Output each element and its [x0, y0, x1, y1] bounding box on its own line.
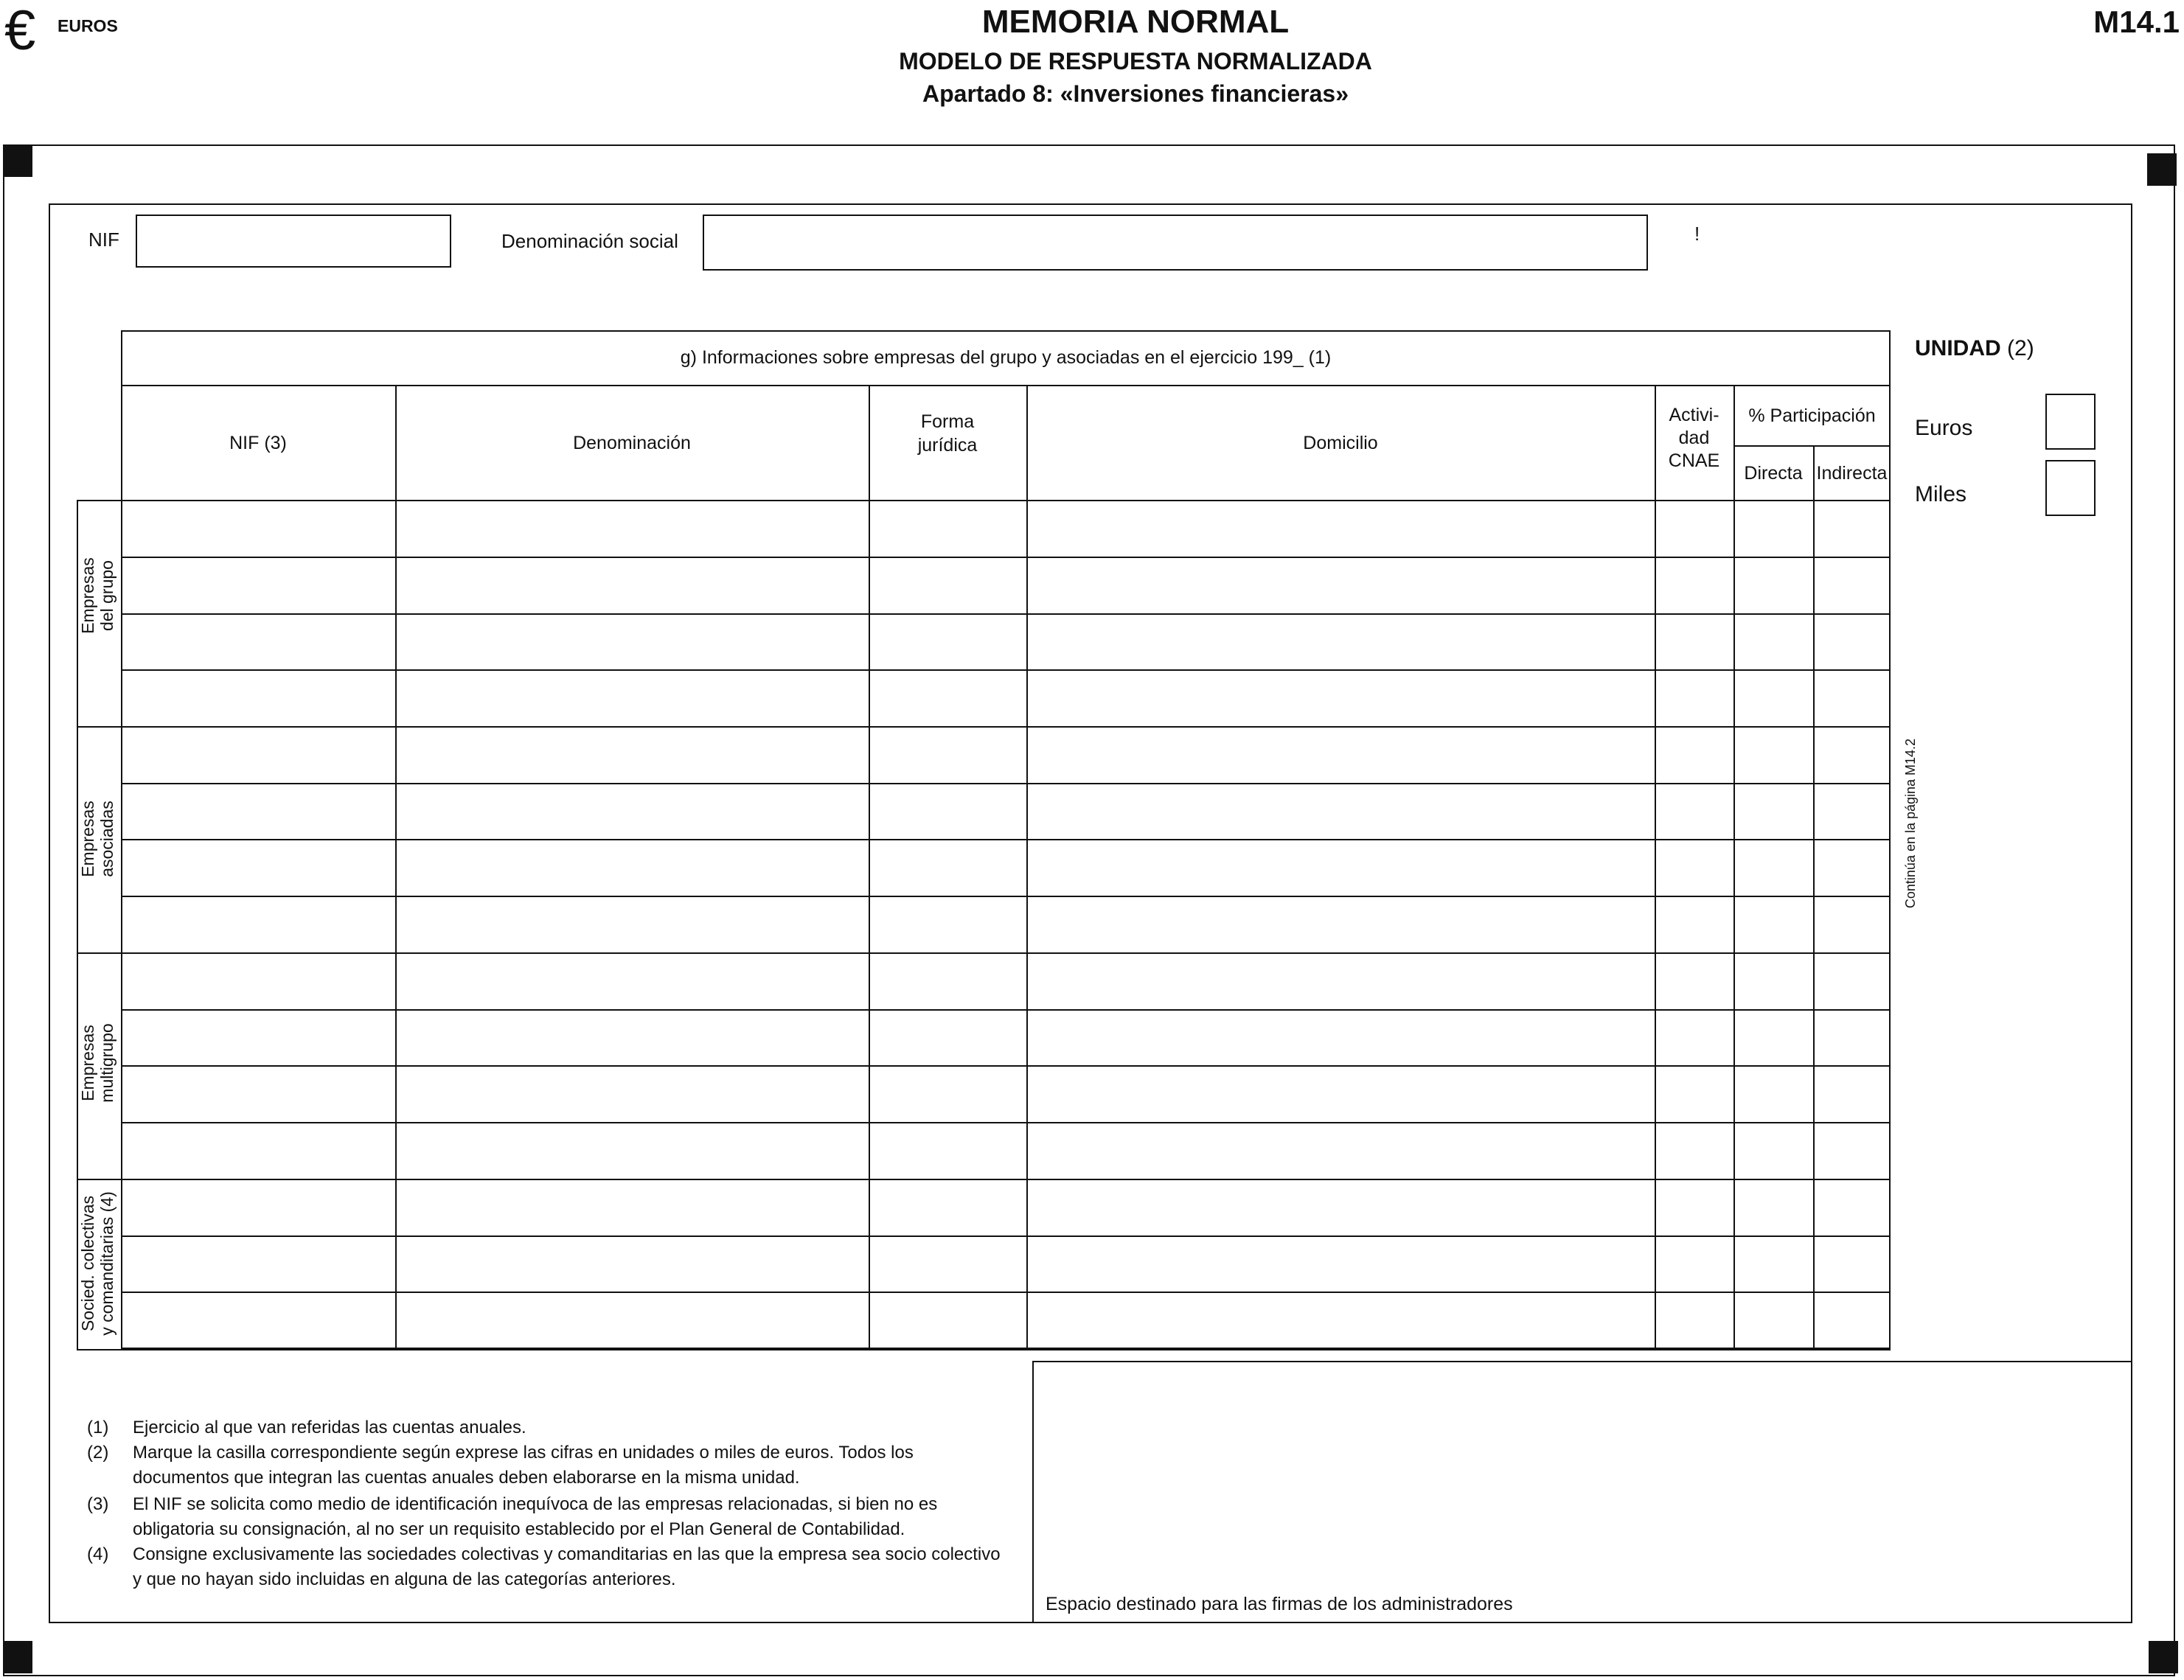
nif-field[interactable] — [136, 215, 451, 268]
col-divider — [869, 385, 870, 1349]
actividad-line3: CNAE — [1668, 450, 1720, 471]
unidad-note-ref: (2) — [2007, 336, 2034, 360]
col-divider — [395, 385, 397, 1349]
section-title: Apartado 8: «Inversiones financieras» — [922, 80, 1349, 107]
group-grupo-line2: del grupo — [97, 560, 116, 631]
row-line — [121, 1235, 1891, 1237]
page-title: MEMORIA NORMAL — [981, 4, 1290, 40]
col-divider — [1813, 445, 1815, 1349]
denominacion-social-label: Denominación social — [501, 230, 678, 252]
row-line — [121, 896, 1891, 897]
col-header-indirecta: Indirecta — [1816, 463, 1888, 484]
group-asociadas-line1: Empresas — [78, 801, 97, 877]
col-header-directa: Directa — [1744, 463, 1803, 484]
row-line — [121, 839, 1891, 840]
group-line — [77, 726, 1891, 728]
group-label-empresas-asociadas — [78, 765, 119, 913]
form-code: M14.1 — [2093, 4, 2180, 39]
footnote-1-num: (1) — [87, 1418, 109, 1437]
col-divider — [1733, 385, 1735, 1349]
header-bottom-line — [77, 500, 1891, 501]
col-header-forma-juridica — [869, 410, 1026, 457]
footnote-2-num: (2) — [87, 1443, 109, 1463]
group-line — [77, 952, 1891, 954]
row-line — [121, 1009, 1891, 1011]
group-label-empresas-multigrupo — [78, 989, 119, 1137]
unidad-title: UNIDAD — [1915, 336, 2001, 360]
group-sociedades-line1: Socied. colectivas — [78, 1195, 97, 1332]
euro-icon: € — [4, 0, 36, 62]
stray-mark: ! — [1694, 223, 1700, 245]
forma-line2: jurídica — [917, 435, 978, 456]
continuation-note: Continúa en la página M14.2 — [1903, 738, 1918, 909]
group-multigrupo-line2: multigrupo — [97, 1023, 116, 1103]
row-line — [121, 1122, 1891, 1123]
group-label-empresas-grupo — [78, 522, 119, 669]
currency-label: EUROS — [58, 16, 118, 35]
row-line — [121, 669, 1891, 671]
footnote-4-num: (4) — [87, 1544, 109, 1564]
col-header-participacion: % Participación — [1748, 405, 1876, 426]
actividad-line2: dad — [1678, 428, 1710, 448]
registration-mark-bottom-left — [3, 1641, 32, 1673]
group-asociadas-line2: asociadas — [97, 801, 116, 877]
col-header-denominacion: Denominación — [573, 433, 691, 453]
table-bottom-line — [77, 1349, 1891, 1350]
col-divider — [1655, 385, 1656, 1349]
forma-line1: Forma — [920, 411, 975, 432]
col-header-nif: NIF (3) — [229, 433, 287, 453]
group-sociedades-line2: y comanditarias (4) — [97, 1191, 116, 1336]
unidad-euros-label: Euros — [1915, 416, 1973, 440]
registration-mark-top-left — [3, 144, 32, 177]
unidad-miles-label: Miles — [1915, 482, 1967, 506]
actividad-line1: Activi- — [1669, 405, 1719, 425]
col-divider — [1026, 385, 1028, 1349]
table-caption: g) Informaciones sobre empresas del grupo y asociadas en el ejercicio 199_ (1) — [680, 347, 1332, 368]
footnote-2-text: Marque la casilla correspondiente según exprese las cifras en unidades o miles de euros. Todos los documentos que integran las cuentas anuales deben elaborarse en la misma unidad. — [133, 1443, 914, 1488]
row-line — [121, 557, 1891, 558]
row-line — [121, 613, 1891, 615]
signature-label: Espacio destinado para las firmas de los administradores — [1046, 1594, 1513, 1614]
group-multigrupo-line1: Empresas — [78, 1025, 97, 1101]
row-line — [121, 783, 1891, 784]
col-header-domicilio: Domicilio — [1303, 433, 1378, 453]
group-label-sociedades-colectivas — [78, 1168, 119, 1359]
row-line — [121, 1292, 1891, 1293]
footnote-3-num: (3) — [87, 1494, 109, 1514]
unidad-miles-checkbox[interactable] — [2045, 460, 2096, 516]
unidad-euros-checkbox[interactable] — [2045, 394, 2096, 450]
registration-mark-bottom-right — [2149, 1641, 2178, 1673]
nif-label: NIF — [88, 229, 119, 251]
row-line — [121, 1065, 1891, 1067]
group-grupo-line1: Empresas — [78, 557, 97, 634]
footnote-1-text: Ejercicio al que van referidas las cuentas anuales. — [133, 1418, 526, 1437]
registration-mark-top-right — [2147, 153, 2177, 186]
col-header-actividad-cnae — [1655, 404, 1733, 473]
denominacion-social-field[interactable] — [703, 215, 1648, 271]
footnote-3-text: El NIF se solicita como medio de identificación inequívoca de las empresas relacionadas, si bien no es obligatoria su consignación, al no ser un requisito establecido por el Plan General de Contabilidad. — [133, 1494, 938, 1539]
group-line — [77, 1179, 1891, 1180]
page-subtitle: MODELO DE RESPUESTA NORMALIZADA — [899, 47, 1372, 74]
unidad-heading — [1915, 336, 2034, 361]
signature-area[interactable] — [1032, 1361, 2132, 1623]
footnote-4-text: Consigne exclusivamente las sociedades colectivas y comanditarias en las que la empresa sea socio colectivo y que no hayan sido incluidas en alguna de las categorías anteriores. — [133, 1544, 1001, 1589]
